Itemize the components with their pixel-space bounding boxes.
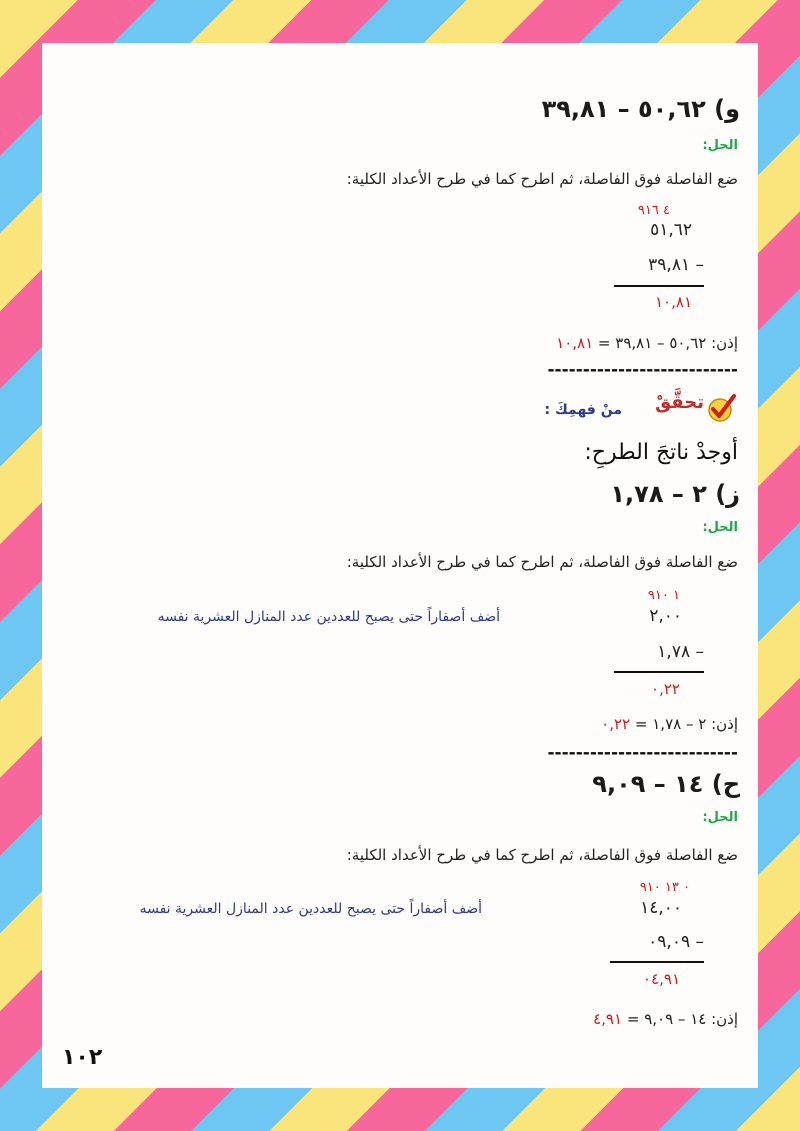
check-title: تحقَّقْ <box>655 392 704 413</box>
problem-h-rule <box>610 961 704 963</box>
problem-h-carry: ٠ ١٣ ٩١٠ <box>639 880 690 895</box>
problem-w-rule <box>614 285 704 287</box>
problem-h-label: ح) <box>711 770 740 798</box>
problem-z-carry: ١ ٩١٠ <box>647 588 680 603</box>
problem-h-expression: ١٤ – ٩,٠٩ <box>592 770 704 798</box>
problem-w-expression: ٥٠,٦٢ – ٣٩,٨١ <box>541 95 706 123</box>
problem-h-top-number: ١٤,٠٠ <box>640 898 682 918</box>
problem-w-heading <box>542 95 740 123</box>
problem-w-label: و) <box>714 95 740 123</box>
problem-w-result-value: ١٠,٨١ <box>556 334 594 352</box>
problem-z-rule <box>614 671 704 673</box>
problem-z-note: أضف أصفاراً حتى يصبح للعددين عدد المنازل العشرية نفسه <box>157 609 500 625</box>
problem-z-solution-label: الحل: <box>702 520 738 535</box>
problem-z-label: ز) <box>715 480 740 508</box>
problem-h-note: أضف أصفاراً حتى يصبح للعددين عدد المنازل العشرية نفسه <box>139 901 482 917</box>
problem-h-result <box>593 1010 738 1028</box>
problem-h-heading <box>592 770 740 798</box>
problem-w-bottom-number: – ٣٩,٨١ <box>648 255 704 275</box>
problem-h-result-prefix: إذن: ١٤ – ٩,٠٩ = <box>626 1010 738 1028</box>
problem-z-result <box>601 715 738 733</box>
separator-1: --------------------------- <box>547 360 738 380</box>
problem-h-instruction: ضع الفاصلة فوق الفاصلة، ثم اطرح كما في طرح الأعداد الكلية: <box>346 846 738 864</box>
problem-z-heading <box>610 480 740 508</box>
problem-w-top-number: ٥١,٦٢ <box>650 220 692 240</box>
problem-z-instruction: ضع الفاصلة فوق الفاصلة، ثم اطرح كما في طرح الأعداد الكلية: <box>346 553 738 571</box>
problem-h-solution-label: الحل: <box>702 810 738 825</box>
problem-w-instruction: ضع الفاصلة فوق الفاصلة، ثم اطرح كما في طرح الأعداد الكلية: <box>346 170 738 188</box>
problem-z-bottom-number: – ١,٧٨ <box>657 642 704 662</box>
separator-2: --------------------------- <box>547 743 738 763</box>
problem-h-result-value: ٤,٩١ <box>593 1010 623 1028</box>
problem-z-top-number: ٢,٠٠ <box>649 606 682 626</box>
problem-z-result-prefix: إذن: ٢ – ١,٧٨ = <box>634 715 738 733</box>
check-subtitle: منْ فهمِكَ : <box>544 402 622 418</box>
problem-w-solution-label: الحل: <box>702 138 738 153</box>
problem-z-result-value: ٠,٢٢ <box>601 715 631 733</box>
problem-h-answer: ٠٤,٩١ <box>643 970 680 988</box>
problem-w-carry: ٤ ٩١٦ <box>637 203 670 218</box>
problem-w-answer: ١٠,٨١ <box>655 293 692 311</box>
problem-w-result-prefix: إذن: ٥٠,٦٢ – ٣٩,٨١ = <box>597 334 738 352</box>
check-instruction: أوجدْ ناتجَ الطرحِ: <box>584 440 738 465</box>
page-number: ١٠٢ <box>62 1045 103 1070</box>
problem-z-expression: ٢ – ١,٧٨ <box>610 480 707 508</box>
problem-w-result <box>556 334 738 352</box>
problem-h-bottom-number: – ٠٩,٠٩ <box>648 932 704 952</box>
checkmark-icon <box>706 392 738 424</box>
problem-z-answer: ٠,٢٢ <box>651 680 680 698</box>
